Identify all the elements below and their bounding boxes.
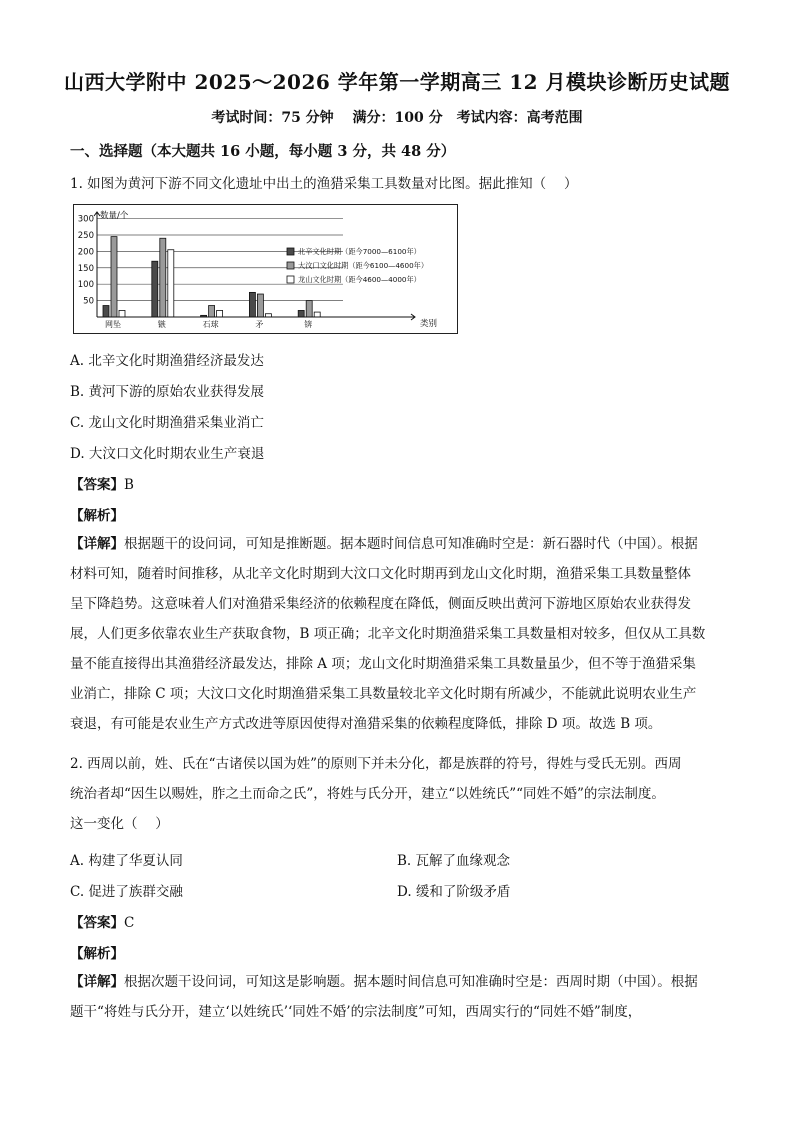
legend-label: 北辛文化时期（距今7000—6100年） (298, 247, 421, 256)
q2-option-d: D. 缓和了阶级矛盾 (397, 884, 511, 900)
exam-title: 山西大学附中 2025～2026 学年第一学期高三 12 月模块诊断历史试题 (63, 70, 730, 94)
y-tick-label: 50 (83, 296, 94, 307)
y-tick-label: 300 (77, 214, 94, 225)
q2-analysis-tag (70, 942, 124, 962)
x-tick-label: 石球 (202, 320, 219, 329)
q1-option-a: A. 北辛文化时期渔猎经济最发达 (70, 353, 264, 369)
analysis-tag: 【解析】 (70, 508, 124, 524)
stem-line: 这一变化（ ） (70, 816, 169, 832)
q2-option-b: B. 瓦解了血缘观念 (397, 853, 511, 869)
stem-line: 统治者却“因生以赐姓，胙之土而命之氏”，将姓与氏分开，建立“以姓统氏”“同姓不婚”的宗法制度。 (70, 786, 665, 802)
legend-label: 龙山文化时期（距今4600—4000年） (298, 275, 421, 284)
chart-x-label: 类别 (420, 319, 438, 329)
detail-text: 根据次题干设问词，可知这是影响题。据本题时间信息可知准确时空是：西周时期（中国）。根据 (124, 974, 698, 990)
x-tick-label: 镞 (157, 320, 166, 329)
q2-option-c: C. 促进了族群交融 (70, 884, 183, 900)
q2-stem (70, 749, 730, 839)
answer-tag: 【答案】 (70, 477, 124, 493)
legend-label: 大汶口文化时期（距今6100—4600年） (298, 261, 429, 270)
detail-line: 业消亡，排除 C 项；大汶口文化时期渔猎采集工具数量较北辛文化时期有所减少，不能就此说明农业生产 (70, 686, 697, 702)
bar (103, 306, 109, 317)
detail-line (70, 967, 730, 997)
detail-text: 根据题干的设问词，可知是推断题。据本题时间信息可知准确时空是：新石器时代（中国）。根据 (124, 536, 698, 552)
detail-line: 衰退，有可能是农业生产方式改进等原因使得对渔猎采集的依赖程度降低，排除 D 项。故选 B 项。 (70, 716, 662, 732)
chart-legend (287, 247, 428, 284)
bar (306, 301, 312, 317)
bar (152, 261, 158, 317)
bar (168, 250, 174, 317)
q1-bar-chart (73, 204, 458, 334)
chart-svg (73, 204, 458, 334)
bar (217, 310, 223, 317)
y-tick-label: 200 (77, 247, 94, 258)
q2-answer (70, 911, 134, 931)
legend-swatch (287, 276, 294, 283)
legend-swatch (287, 248, 294, 255)
q2-detail (70, 967, 730, 1027)
chart-y-label: 数量/个 (100, 211, 129, 221)
section-heading: 一、选择题（本大题共 16 小题，每小题 3 分，共 48 分） (70, 143, 456, 160)
q1-answer (70, 473, 134, 493)
bar (209, 306, 215, 317)
bar (160, 238, 166, 317)
detail-tag: 【详解】 (70, 974, 124, 990)
detail-line (70, 529, 730, 559)
detail-line: 材料可知，随着时间推移，从北辛文化时期到大汶口文化时期再到龙山文化时期，渔猎采集工具数量整体 (70, 566, 691, 582)
bar (249, 292, 255, 317)
bar (257, 294, 263, 317)
x-tick-label: 锛 (304, 320, 313, 329)
q1-option-b: B. 黄河下游的原始农业获得发展 (70, 384, 265, 400)
bar (119, 310, 125, 317)
legend-swatch (287, 262, 294, 269)
bar (298, 310, 304, 317)
x-tick-label: 矛 (255, 320, 264, 329)
q1-option-d: D. 大汶口文化时期农业生产衰退 (70, 446, 265, 462)
exam-subtitle: 考试时间：75 分钟 满分：100 分 考试内容：高考范围 (211, 110, 583, 126)
detail-line: 量不能直接得出其渔猎经济最发达，排除 A 项；龙山文化时期渔猎采集工具数量虽少，但不等于渔猎采集 (70, 656, 696, 672)
detail-tag: 【详解】 (70, 536, 124, 552)
q2-option-a: A. 构建了华夏认同 (70, 853, 183, 869)
bar (111, 237, 117, 317)
q1-option-c: C. 龙山文化时期渔猎采集业消亡 (70, 415, 264, 431)
x-tick-label: 网坠 (105, 320, 121, 329)
q1-detail (70, 529, 730, 739)
detail-line: 题干“将姓与氏分开，建立‘以姓统氏’‘同姓不婚’的宗法制度”可知，西周实行的“同姓不婚”制度， (70, 1004, 642, 1020)
detail-line: 展，人们更多依靠农业生产获取食物，B 项正确；北辛文化时期渔猎采集工具数量相对较多，但仅从工具数 (70, 626, 706, 642)
detail-line: 呈下降趋势。这意味着人们对渔猎采集经济的依赖程度在降低，侧面反映出黄河下游地区原始农业获得发 (70, 596, 691, 612)
answer-tag: 【答案】 (70, 915, 124, 931)
answer-value: C (124, 915, 135, 931)
bar (314, 312, 320, 317)
y-tick-label: 150 (77, 263, 94, 274)
answer-value: B (124, 477, 134, 493)
stem-line: 2. 西周以前，姓、氏在“古诸侯以国为姓”的原则下并未分化，都是族群的符号，得姓与受氏无别。西周 (70, 756, 682, 772)
y-tick-label: 100 (77, 280, 94, 291)
analysis-tag: 【解析】 (70, 946, 124, 962)
q1-stem: 1. 如图为黄河下游不同文化遗址中出土的渔猎采集工具数量对比图。据此推知（ ） (70, 176, 578, 192)
q1-analysis-tag (70, 504, 124, 524)
y-tick-label: 250 (77, 230, 94, 241)
